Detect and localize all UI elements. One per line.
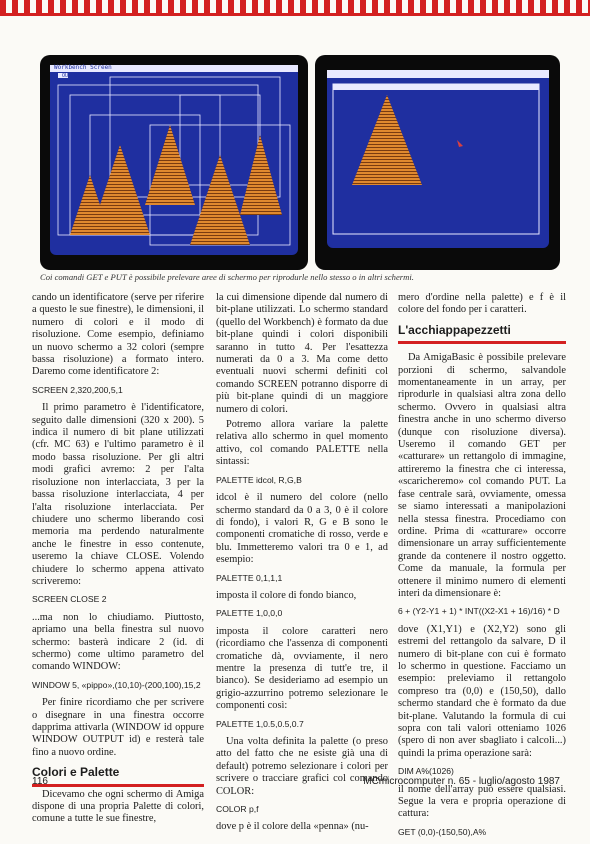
heading-rule [398,341,566,344]
paragraph: dove (X1,Y1) e (X2,Y2) sono gli estremi del rettangolo da salvare, D il numero di bit-plane con cui è formato lo schermo in questione. Facciamo un esempio: preleviamo il rettangolo compreso tra (0,0) e (150,50), dallo schermo standard che è formato da due bit-plane. Valutando la formula di cui sopra con tali valori otteniamo 1026 (spero di non aver sbagliato i calcoli...) quindi la prima operazione sarà: [398,623,566,759]
code-line: SCREEN 2,320,200,5,1 [32,384,123,395]
paragraph: mero d'ordine nella palette) e f è il colore del fondo per i caratteri. [398,292,566,316]
paragraph: dove p è il colore della «penna» (nu- [216,821,369,833]
code-line: SCREEN CLOSE 2 [32,594,107,605]
paragraph: il nome dell'array può essere qualsiasi. Segue la vera e propria operazione di cattura: [398,783,566,820]
column-1 [32,292,204,829]
photo-single-window [315,55,560,270]
photo-caption: Coi comandi GET e PUT è possibile prelevare aree di schermo per riprodurle nello stesso o in altri schermi. [40,272,414,282]
paragraph: cando un identificatore (serve per riferire a questo le sue finestre), le dimensioni, il numero di colori e il modo di risoluzione. Come esempio, definiamo un nuovo schermo a 32 colori (sempre bassa risoluzione) a formato intero. Daremo come identificatore 2: [32,292,204,378]
monitor-display [327,70,549,248]
code-line: PALETTE 0,1,1,1 [216,572,283,583]
paragraph: idcol è il numero del colore (nello schermo standard da 0 a 3, 0 è il colore di fondo), i valori R, G e B sono le componenti cromatiche di rosso, verde e blu. Immetteremo valori tra 0 e 1, ad esempio: [216,492,388,566]
decorative-border [0,0,590,16]
paragraph: ...ma non lo chiudiamo. Piuttosto, apriamo una bella finestra sul nuovo schermo: basterà indicare 2 (id. di schermo) come ultimo parametro del comando WINDOW: [32,611,204,673]
code-line: GET (0,0)-(150,50),A% [398,826,487,837]
paragraph: Da AmigaBasic è possibile prelevare porzioni di schermo, salvandole momentaneamente in un array, per riprodurle in qualsiasi altra zona dello schermo. Ovvero in qualsiasi altra finestra anche in uno schermo diverso (dunque con risoluzione diversa). Useremo il comando GET per «catturare» un rettangolo di immagine, attireremo la finestra che ci interessa, «scaricheremo» col comando PUT. La fase centrale sarà, ovviamente, omessa se siamo interessati a manipolazioni nella stessa finestra. Procediamo con ordine. Prima di «catturare» occorre dimensionare un array sufficientemente grande da contenere il nostro oggetto. Come da manuale, la formula per ottenere il minimo numero di elementi interi da dimensionare è: [398,352,566,599]
code-line: COLOR p,f [216,804,259,815]
paragraph: Dicevamo che ogni schermo di Amiga dispone di una propria Palette di colori, comune a tutte le sue finestre, [32,788,204,825]
code-line: 6 + (Y2-Y1 + 1) * INT((X2-X1 + 16)/16) * D [398,606,560,617]
screen-title: Workbench Screen [54,64,112,71]
paragraph: Potremo allora variare la palette relativa allo schermo in quel momento attivo, col comando PALETTE nella sintassi: [216,419,388,468]
section-heading: Colori e Palette [32,765,120,780]
triangle-window-graphic [327,70,549,248]
paragraph: imposta il colore di fondo bianco, [216,589,357,601]
paragraph: Per finire ricordiamo che per scrivere o disegnare in una finestra occorre dapprima attivarla (WINDOW id oppure WINDOW OUTPUT id) e resterà tale fino a nuovo ordine. [32,697,204,758]
column-2 [216,292,388,837]
paragraph: la cui dimensione dipende dal numero di bit-plane utilizzati. Lo schermo standard (quello del Workbench) è formato da due bit-plane quindi i colori disponibili saranno in tutto 4. Per l'esattezza numerati da 0 a 3. Ma come detto eventuali nuovi schermi definiti col comando SCREEN potranno disporre di più bit-plane quindi di un maggiore numero di colori. [216,292,388,415]
photo-strip [40,55,560,270]
magazine-footer: MCmicrocomputer n. 65 - luglio/agosto 1987 [363,776,560,787]
code-line: PALETTE idcol, R,G,B [216,474,302,485]
paragraph: Il primo parametro è l'identificatore, seguito dalle dimensioni (320 x 200). 5 indica il numero di bit plane utilizzati (cfr. MC 63) e l'ultimo parametro è il modo bassa risoluzione. Per gli altri modi grafici avremo: 2 per l'alta risoluzione non interlacciata, 3 per la bassa risoluzione interlacciata, 4 per l'alta risoluzione interlacciata. Per chiudere uno schermo liberando così memoria ma perdendo naturalmente anche le finestre in esso contenute, useremo la chiave CLOSE. Volendo chiudere lo schermo appena attivato scriveremo: [32,402,204,587]
monitor-display [50,65,298,255]
paragraph: Una volta definita la palette (o preso atto del fatto che ne esiste già una di default) potremo selezionare i colori per scrivere o tracciare grafici col comando COLOR: [216,736,388,797]
triangles-graphic [50,65,298,255]
column-3 [398,292,566,844]
page-number: 116 [32,776,48,787]
code-line: DIM A%(1026) [398,766,454,777]
screen-small-label: OUT 04 [62,73,81,79]
paragraph: imposta il colore caratteri nero (ricordiamo che l'assenza di componenti cromatiche dà, ovviamente, il nero mentre la presenza di tutt'e tre, il bianco). Se desideriamo ad esempio un grigio-azzurrino potremo selezionare le componenti così: [216,625,388,712]
code-line: PALETTE 1,0.5,0.5,0.7 [216,718,304,729]
photo-workbench-screen [40,55,308,270]
code-line: WINDOW 5, «pippo»,(10,10)-(200,100),15,2 [32,679,201,690]
code-line: PALETTE 1,0,0,0 [216,608,283,619]
section-heading: L'acchiappapezzetti [398,322,511,337]
heading-rule [32,784,204,787]
